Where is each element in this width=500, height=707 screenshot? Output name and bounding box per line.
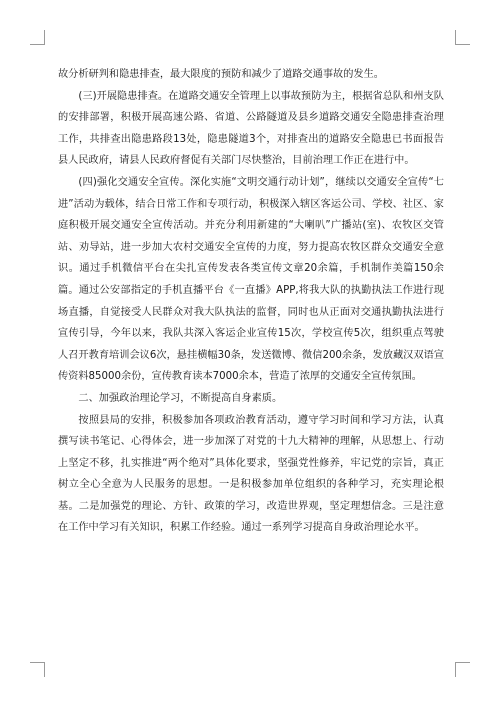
section-heading-political-study: 二、加强政治理论学习，不断提高自身素质。	[78, 392, 283, 404]
document-body	[58, 64, 444, 539]
crop-mark-bottom-left	[30, 662, 45, 677]
paragraph-political-study: 按照县局的安排，积极参加各项政治教育活动，遵守学习时间和学习方法，认真撰写读书笔记、心得体会，进一步加深了对党的十九大精神的理解，从思想上、行动上坚定不移，扎实推进“两个绝对”具体化要求，坚强党性修养，牢记党的宗旨，真正树立全心全意为人民服务的思想。一是积极参加单位组织的各种学习，充实理论根基。二是加强党的理论、方针、政策的学习，改造世界观，坚定理想信念。三是注意在工作中学习有关知识，积累工作经验。通过一系列学习提高自身政治理论水平。	[58, 414, 444, 534]
paragraph-safety-publicity: (四)强化交通安全宣传。深化实施“文明交通行动计划”，继续以交通安全宣传“七进”活动为载体，结合日常工作和专项行动，积极深入辖区客运公司、学校、社区、家庭积极开展交通安全宣传活动。并充分利用新建的“大喇叭”广播站(室)、农牧区交管站、劝导站，进一步加大农村交通安全宣传的力度，努力提高农牧区群众交通安全意识。通过手机微信平台在尖扎宣传发表各类宣传文章20余篇，手机制作美篇150余篇。通过公安部指定的手机直播平台《一直播》APP,将我大队的执勤执法工作进行现场直播，自觉接受人民群众对我大队执法的监督，同时也从正面对交通执勤执法进行宣传引导，今年以来，我队共深入客运企业宣传15次，学校宣传5次，组织重点驾驶人召开教育培训会议6次，悬挂横幅30条，发送微博、微信200余条，发放藏汉双语宣传资料85000余份，宣传教育读本7000余本，营造了浓厚的交通安全宣传氛围。	[58, 176, 444, 383]
paragraph-continuation: 故分析研判和隐患排查，最大限度的预防和减少了道路交通事故的发生。	[58, 69, 384, 80]
crop-mark-bottom-right	[455, 662, 470, 677]
crop-mark-top-right	[455, 30, 470, 45]
crop-mark-top-left	[30, 30, 45, 45]
paragraph-hazard-inspection: (三)开展隐患排查。在道路交通安全管理上以事故预防为主，根据省总队和州支队的安排部署，积极开展高速公路、省道、公路隧道及县乡道路交通安全隐患排查治理工作，共排查出隐患路段13处，隐患隧道3个，对排查出的道路安全隐患已书面报告县人民政府，请县人民政府督促有关部门尽快整治，目前治理工作正在进行中。	[58, 90, 444, 167]
